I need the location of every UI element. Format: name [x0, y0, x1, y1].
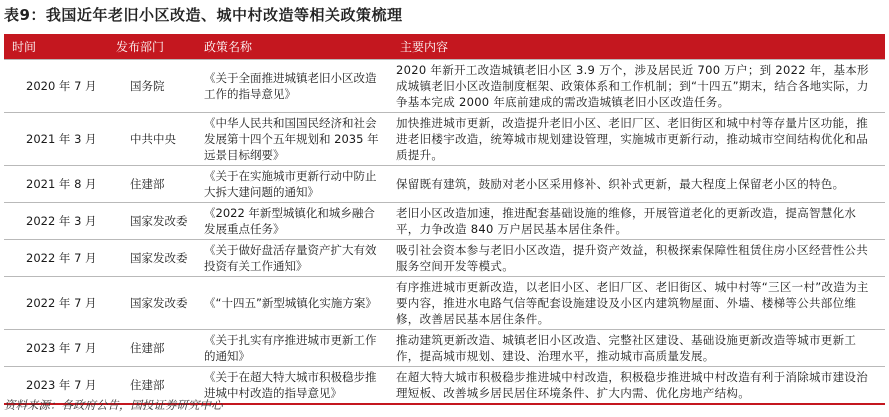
table-row — [4, 203, 885, 240]
cell-content: 有序推进城市更新改造，以老旧小区、老旧厂区、老旧街区、城中村等“三区一村”改造为主要内容，推进水电路气信等配套设施建设及小区内建筑物屋面、外墙、楼梯等公共部位维修，改善居民基本居住条件。 — [392, 277, 885, 330]
cell-dept: 住建部 — [108, 166, 196, 203]
cell-dept: 住建部 — [108, 330, 196, 367]
cell-policy: 《“十四五”新型城镇化实施方案》 — [196, 277, 392, 330]
cell-content: 保留既有建筑，鼓励对老小区采用修补、织补式更新，最大程度上保留老小区的特色。 — [392, 166, 885, 203]
cell-policy: 《关于扎实有序推进城市更新工作的通知》 — [196, 330, 392, 367]
cell-dept: 国家发改委 — [108, 203, 196, 240]
table-row — [4, 330, 885, 367]
table-header-row — [4, 34, 885, 60]
table-row — [4, 60, 885, 113]
cell-time: 2021 年 8 月 — [4, 166, 108, 203]
header-dept: 发布部门 — [108, 34, 196, 60]
cell-content: 吸引社会资本参与老旧小区改造，提升资产效益，积极探索保障性租赁住房小区经营性公共服务空间开发等模式。 — [392, 240, 885, 277]
cell-content: 推动建筑更新改造、城镇老旧小区改造、完整社区建设、基础设施更新改造等城市更新工作，提高城市规划、建设、治理水平，推动城市高质量发展。 — [392, 330, 885, 367]
cell-content: 加快推进城市更新，改造提升老旧小区、老旧厂区、老旧街区和城中村等存量片区功能，推进老旧楼宇改造，统筹城市规划建设管理，实施城市更新行动，推动城市空间结构优化和品质提升。 — [392, 113, 885, 166]
cell-policy: 《关于全面推进城镇老旧小区改造工作的指导意见》 — [196, 60, 392, 113]
cell-content: 2020 年新开工改造城镇老旧小区 3.9 万个，涉及居民近 700 万户；到 2022 年，基本形成城镇老旧小区改造制度框架、政策体系和工作机制；到“十四五”期末，结合各地实际，力争基本完成 2000 年底前建成的需改造城镇老旧小区改造任务。 — [392, 60, 885, 113]
cell-time: 2023 年 7 月 — [4, 330, 108, 367]
cell-policy: 《关于在实施城市更新行动中防止大拆大建问题的通知》 — [196, 166, 392, 203]
policy-table — [4, 34, 885, 405]
header-policy: 政策名称 — [196, 34, 392, 60]
table-row — [4, 113, 885, 166]
table-title: 表9：我国近年老旧小区改造、城中村改造等相关政策梳理 — [4, 6, 403, 24]
table-row — [4, 166, 885, 203]
cell-time: 2021 年 3 月 — [4, 113, 108, 166]
cell-dept: 国务院 — [108, 60, 196, 113]
cell-dept: 国家发改委 — [108, 277, 196, 330]
cell-content: 在超大特大城市积极稳步推进城中村改造，积极稳步推进城中村改造有利于消除城市建设治理短板、改善城乡居民居住环境条件、扩大内需、优化房地产结构。 — [392, 367, 885, 405]
cell-dept: 中共中央 — [108, 113, 196, 166]
cell-time: 2020 年 7 月 — [4, 60, 108, 113]
cell-content: 老旧小区改造加速，推进配套基础设施的维修，开展管道老化的更新改造，提高智慧化水平，力争改造 840 万户居民基本居住条件。 — [392, 203, 885, 240]
cell-policy: 《关于在超大特大城市积极稳步推进城中村改造的指导意见》 — [196, 367, 392, 405]
cell-policy: 《关于做好盘活存量资产扩大有效投资有关工作通知》 — [196, 240, 392, 277]
cell-policy: 《2022 年新型城镇化和城乡融合发展重点任务》 — [196, 203, 392, 240]
cell-time: 2022 年 7 月 — [4, 277, 108, 330]
cell-time: 2022 年 7 月 — [4, 240, 108, 277]
table-row — [4, 277, 885, 330]
cell-policy: 《中华人民共和国国民经济和社会发展第十四个五年规划和 2035 年远景目标纲要》 — [196, 113, 392, 166]
cell-dept: 住建部 — [108, 367, 196, 405]
header-content: 主要内容 — [392, 34, 885, 60]
source-note: 资料来源：各政府公告，国投证券研究中心 — [4, 398, 223, 412]
header-time: 时间 — [4, 34, 108, 60]
cell-time: 2023 年 7 月 — [4, 367, 108, 405]
cell-dept: 国家发改委 — [108, 240, 196, 277]
table-row — [4, 240, 885, 277]
cell-time: 2022 年 3 月 — [4, 203, 108, 240]
